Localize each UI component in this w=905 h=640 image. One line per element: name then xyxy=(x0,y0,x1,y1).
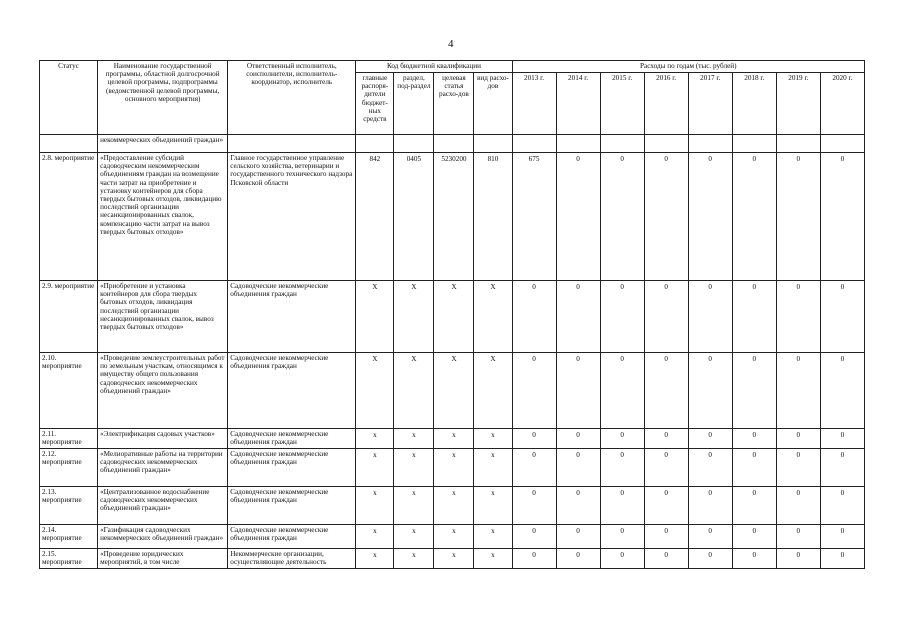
row-year-value: 0 xyxy=(688,281,732,353)
row-budget-code: Х xyxy=(356,353,394,429)
row-name: «Предоставление субсидий садоводческим некоммерческим объединениям граждан на возмещение части затрат на приобретение и установку контейнеров для сбора твердых бытовых отходов, ликвидацию последствий организации несанкционированных свалок, компенсацию части затрат на вывоз твердых бытовых отходов» xyxy=(98,153,228,281)
row-year-value: 0 xyxy=(512,449,556,487)
header-budget-col: главные распоря-дители бюджет-ных средств xyxy=(356,73,394,135)
row-year-value: 0 xyxy=(688,449,732,487)
row-year-value: 0 xyxy=(644,487,688,525)
row-budget-code: х xyxy=(474,549,512,569)
header-year: 2019 г. xyxy=(776,73,820,135)
row-status: 2.9. мероприятие xyxy=(40,281,98,353)
header-status: Статус xyxy=(40,61,98,135)
row-executor: Некоммерческие организации, осуществляющие деятельность xyxy=(228,549,356,569)
row-year-value: 0 xyxy=(600,153,644,281)
row-name: «Электрификация садовых участков» xyxy=(98,429,228,449)
row-budget-code: х xyxy=(394,487,434,525)
row-budget-code: х xyxy=(474,525,512,549)
row-year-value: 0 xyxy=(600,449,644,487)
row-budget-code: Х xyxy=(394,353,434,429)
row-executor: Садоводческие некоммерческие объединения граждан xyxy=(228,487,356,525)
row-year-value: 0 xyxy=(688,549,732,569)
table-row xyxy=(40,449,865,487)
row-year-value: 0 xyxy=(556,449,600,487)
row-year-value: 0 xyxy=(556,525,600,549)
header-year: 2013 г. xyxy=(512,73,556,135)
row-budget-code: Х xyxy=(394,281,434,353)
row-budget-code: х xyxy=(356,449,394,487)
header-budget-col: вид расхо-дов xyxy=(474,73,512,135)
row-budget-code: х xyxy=(394,549,434,569)
row-year-value: 0 xyxy=(776,429,820,449)
row-executor: Главное государственное управление сельского хозяйства, ветеринарии и государственного технического надзора Псковской области xyxy=(228,153,356,281)
row-year-value: 0 xyxy=(556,487,600,525)
row-year-value: 0 xyxy=(820,487,864,525)
row-year-value: 0 xyxy=(600,281,644,353)
row-year-value: 0 xyxy=(732,353,776,429)
header-year: 2017 г. xyxy=(688,73,732,135)
table-row xyxy=(40,153,865,281)
row-budget-code: 0405 xyxy=(394,153,434,281)
row-year-value: 0 xyxy=(820,429,864,449)
row-budget-code: х xyxy=(434,549,474,569)
row-budget-code: х xyxy=(356,525,394,549)
row-budget-code: Х xyxy=(474,281,512,353)
row-year-value: 0 xyxy=(732,487,776,525)
header-name: Наименование государственной программы, областной долгосрочной целевой программы, подпрограммы (ведомственной целевой программы, основного мероприятия) xyxy=(98,61,228,135)
row-year-value: 0 xyxy=(512,525,556,549)
row-status: 2.14. мероприятие xyxy=(40,525,98,549)
row-year-value: 0 xyxy=(820,353,864,429)
row-year-value: 0 xyxy=(688,429,732,449)
row-year-value: 0 xyxy=(600,487,644,525)
row-year-value: 0 xyxy=(688,525,732,549)
row-year-value: 0 xyxy=(600,525,644,549)
row-name: «Приобретение и установка контейнеров для сбора твердых бытовых отходов, ликвидация последствий организации несанкционированных свалок, вывоз твердых бытовых отходов» xyxy=(98,281,228,353)
row-year-value: 0 xyxy=(732,449,776,487)
row-year-value: 0 xyxy=(644,153,688,281)
row-budget-code: х xyxy=(474,449,512,487)
row-budget-code: Х xyxy=(434,281,474,353)
row-year-value: 0 xyxy=(556,353,600,429)
row-status: 2.13. мероприятие xyxy=(40,487,98,525)
header-expenses: Расходы по годам (тыс. рублей) xyxy=(512,61,864,73)
row-budget-code: х xyxy=(434,449,474,487)
row-name: «Мелиоративные работы на территории садоводческих некоммерческих объединений граждан» xyxy=(98,449,228,487)
table-row xyxy=(40,353,865,429)
row-year-value: 0 xyxy=(820,549,864,569)
row-year-value: 0 xyxy=(776,281,820,353)
row-year-value: 0 xyxy=(732,549,776,569)
row-year-value: 0 xyxy=(688,353,732,429)
row-year-value: 0 xyxy=(820,281,864,353)
header-year: 2015 г. xyxy=(600,73,644,135)
row-year-value: 0 xyxy=(688,153,732,281)
header-budget-col: раздел, под-раздел xyxy=(394,73,434,135)
row-budget-code: 842 xyxy=(356,153,394,281)
row-budget-code: х xyxy=(356,549,394,569)
row-year-value: 0 xyxy=(732,525,776,549)
row-budget-code: х xyxy=(394,525,434,549)
row-year-value: 0 xyxy=(644,549,688,569)
row-year-value: 0 xyxy=(512,353,556,429)
row-budget-code: 5230200 xyxy=(434,153,474,281)
row-year-value: 0 xyxy=(512,281,556,353)
row-name: «Газификация садоводческих некоммерческих объединений граждан» xyxy=(98,525,228,549)
row-year-value: 0 xyxy=(512,549,556,569)
row-year-value: 0 xyxy=(556,281,600,353)
row-budget-code: х xyxy=(434,525,474,549)
row-year-value: 0 xyxy=(776,153,820,281)
row-budget-code: х xyxy=(474,487,512,525)
row-year-value: 0 xyxy=(644,525,688,549)
row-status: 2.10. мероприятие xyxy=(40,353,98,429)
row-year-value: 0 xyxy=(512,487,556,525)
row-year-value: 0 xyxy=(600,549,644,569)
row-status: 2.11. мероприятие xyxy=(40,429,98,449)
row-name: «Проведение юридических мероприятий, в том числе xyxy=(98,549,228,569)
row-budget-code: 810 xyxy=(474,153,512,281)
row-budget-code: х xyxy=(434,487,474,525)
budget-table xyxy=(39,60,865,569)
row-year-value: 0 xyxy=(776,549,820,569)
row-budget-code: Х xyxy=(356,281,394,353)
table-row xyxy=(40,429,865,449)
row-budget-code: Х xyxy=(434,353,474,429)
header-budget-code: Код бюджетной квалификации xyxy=(356,61,512,73)
row-name: «Проведение землеустроительных работ по земельным участкам, относящимся к имуществу общего пользования садоводческих некоммерческих объединений граждан» xyxy=(98,353,228,429)
row-year-value: 0 xyxy=(776,353,820,429)
row-budget-code: х xyxy=(394,429,434,449)
row-year-value: 0 xyxy=(600,429,644,449)
row-executor: Садоводческие некоммерческие объединения граждан xyxy=(228,429,356,449)
row-year-value: 0 xyxy=(600,353,644,429)
row-executor: Садоводческие некоммерческие объединения граждан xyxy=(228,449,356,487)
row-year-value: 0 xyxy=(644,281,688,353)
table-row xyxy=(40,525,865,549)
row-year-value: 675 xyxy=(512,153,556,281)
page-number: 4 xyxy=(448,38,454,50)
row-year-value: 0 xyxy=(688,487,732,525)
row-year-value: 0 xyxy=(512,429,556,449)
row-budget-code: х xyxy=(356,487,394,525)
header-year: 2020 г. xyxy=(820,73,864,135)
table-row xyxy=(40,487,865,525)
row-budget-code: х xyxy=(356,429,394,449)
row-name: «Централизованное водоснабжение садоводческих некоммерческих объединений граждан» xyxy=(98,487,228,525)
row-budget-code: х xyxy=(434,429,474,449)
row-status: 2.15. мероприятие xyxy=(40,549,98,569)
row-year-value: 0 xyxy=(732,281,776,353)
row-executor: Садоводческие некоммерческие объединения граждан xyxy=(228,525,356,549)
header-year: 2016 г. xyxy=(644,73,688,135)
row-status: 2.8. мероприятие xyxy=(40,153,98,281)
row-year-value: 0 xyxy=(732,153,776,281)
row-year-value: 0 xyxy=(820,525,864,549)
row-year-value: 0 xyxy=(644,449,688,487)
row-status: 2.12. мероприятие xyxy=(40,449,98,487)
row-year-value: 0 xyxy=(820,449,864,487)
header-budget-col: целевая статья расхо-дов xyxy=(434,73,474,135)
row-year-value: 0 xyxy=(820,153,864,281)
header-year: 2014 г. xyxy=(556,73,600,135)
row-executor: Садоводческие некоммерческие объединения граждан xyxy=(228,281,356,353)
row-budget-code: Х xyxy=(474,353,512,429)
row-year-value: 0 xyxy=(556,549,600,569)
row-year-value: 0 xyxy=(732,429,776,449)
row-executor: Садоводческие некоммерческие объединения граждан xyxy=(228,353,356,429)
row-year-value: 0 xyxy=(556,153,600,281)
header-year: 2018 г. xyxy=(732,73,776,135)
table-row xyxy=(40,549,865,569)
header-executor: Ответственный исполнитель, соисполнители, исполнитель-координатор, исполнитель xyxy=(228,61,356,135)
continuation-row xyxy=(40,135,865,153)
row-year-value: 0 xyxy=(644,429,688,449)
table-row xyxy=(40,281,865,353)
row-budget-code: х xyxy=(394,449,434,487)
continuation-text: некоммерческих объединений граждан» xyxy=(98,135,228,153)
row-year-value: 0 xyxy=(776,449,820,487)
row-year-value: 0 xyxy=(776,525,820,549)
row-year-value: 0 xyxy=(556,429,600,449)
row-year-value: 0 xyxy=(644,353,688,429)
row-budget-code: х xyxy=(474,429,512,449)
row-year-value: 0 xyxy=(776,487,820,525)
